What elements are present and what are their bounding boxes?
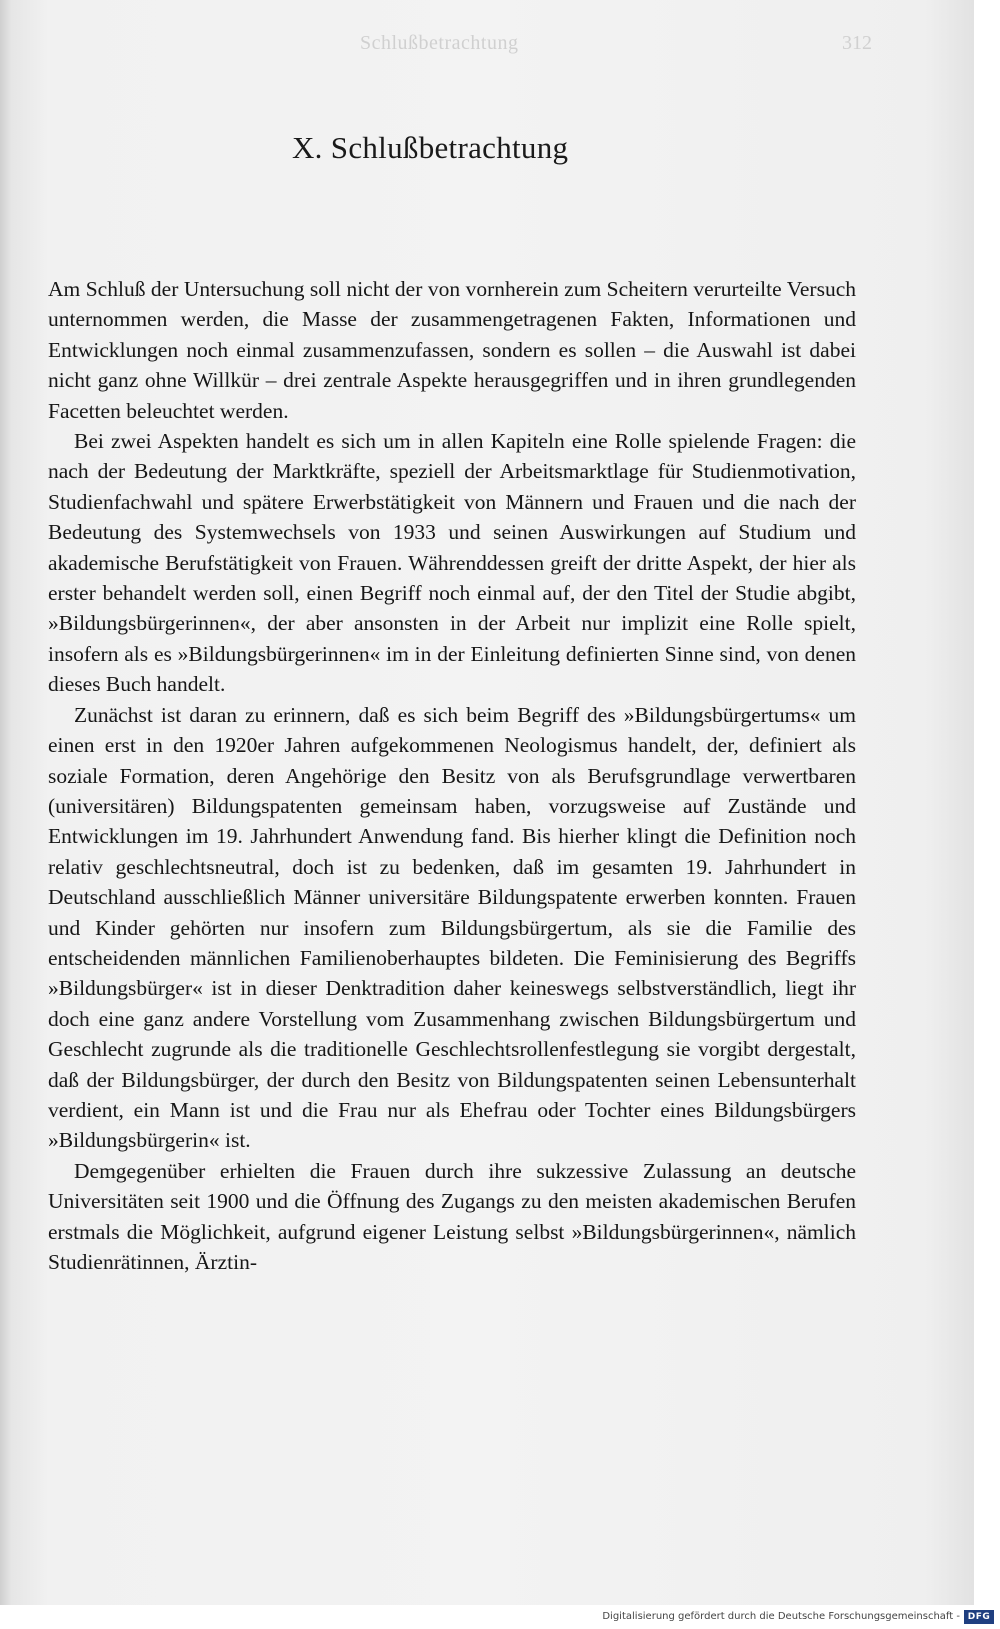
digitization-footer — [0, 1607, 1000, 1629]
paragraph-1: Am Schluß der Untersuchung soll nicht der von vornherein zum Scheitern verurteilte Versuch unternommen werden, die Masse der zusammengetragenen Fakten, Informationen und Entwicklungen noch einmal zusammenzufassen, sondern es sollen – die Auswahl ist dabei nicht ganz ohne Willkür – drei zentrale Aspekte herausgegriffen und in ihren grundlegenden Facetten beleuchtet werden. — [48, 277, 856, 423]
paragraph-2: Bei zwei Aspekten handelt es sich um in allen Kapiteln eine Rolle spielende Fragen: die nach der Bedeutung der Marktkräfte, speziell der Arbeitsmarktlage für Studienmotivation, Studienfachwahl und spätere Erwerbstätigkeit von Männern und Frauen und die nach der Bedeutung des Systemwechsels von 1933 und seinen Auswirkungen auf Studium und akademische Berufstätigkeit von Frauen. Währenddessen greift der dritte Aspekt, der hier als erster behandelt werden soll, einen Begriff noch einmal auf, der den Titel der Studie abgibt, »Bildungsbürgerinnen«, der aber ansonsten in der Arbeit nur implizit eine Rolle spielt, insofern als es »Bildungsbürgerinnen« im in der Einleitung definierten Sinne sind, von denen dieses Buch handelt. — [48, 429, 856, 697]
digitization-credit: Digitalisierung gefördert durch die Deutsche Forschungsgemeinschaft - — [602, 1611, 960, 1622]
paragraph-3: Zunächst ist daran zu erinnern, daß es sich beim Begriff des »Bildungsbürgertums« um einen erst in den 1920er Jahren aufgekommenen Neologismus handelt, der, definiert als soziale Formation, deren Angehörige den Besitz von als Berufsgrundlage verwertbaren (universitären) Bildungspatenten gemeinsam haben, vorzugsweise auf Zustände und Entwicklungen im 19. Jahrhundert Anwendung fand. Bis hierher klingt die Definition noch relativ geschlechtsneutral, doch ist zu bedenken, daß im gesamten 19. Jahrhundert in Deutschland ausschließlich Männer universitäre Bildungspatente erwerben konnten. Frauen und Kinder gehörten nur insofern zum Bildungsbürgertum, als sie die Familie des entscheidenden männlichen Familienoberhauptes bildeten. Die Feminisierung des Begriffs »Bildungsbürger« ist in dieser Denktradition daher keineswegs selbstverständlich, liegt ihr doch eine ganz andere Vorstellung vom Zusammenhang zwischen Bildungsbürgertum und Geschlecht zugrunde als die traditionelle Geschlechtsrollenfestlegung sie vorgibt dergestalt, daß der Bildungsbürger, der durch den Besitz von Bildungspatenten seinen Lebensunterhalt verdient, ein Mann ist und die Frau nur als Ehefrau oder Tochter eines Bildungsbürgers »Bildungsbürgerin« ist. — [48, 702, 856, 1153]
dfg-logo-icon: DFG — [964, 1610, 994, 1624]
paragraph-4: Demgegenüber erhielten die Frauen durch ihre sukzessive Zulassung an deutsche Universitäten seit 1900 und die Öffnung des Zugangs zu den meisten akademischen Berufen erstmals die Möglichkeit, aufgrund eigener Leistung selbst »Bildungsbürgerinnen«, nämlich Studienrätinnen, Ärztin- — [48, 1158, 856, 1274]
running-head: Schlußbetrachtung — [360, 32, 519, 54]
page-number: 312 — [842, 32, 872, 54]
body-text — [48, 274, 856, 1277]
chapter-title: X. Schlußbetrachtung — [292, 130, 569, 165]
